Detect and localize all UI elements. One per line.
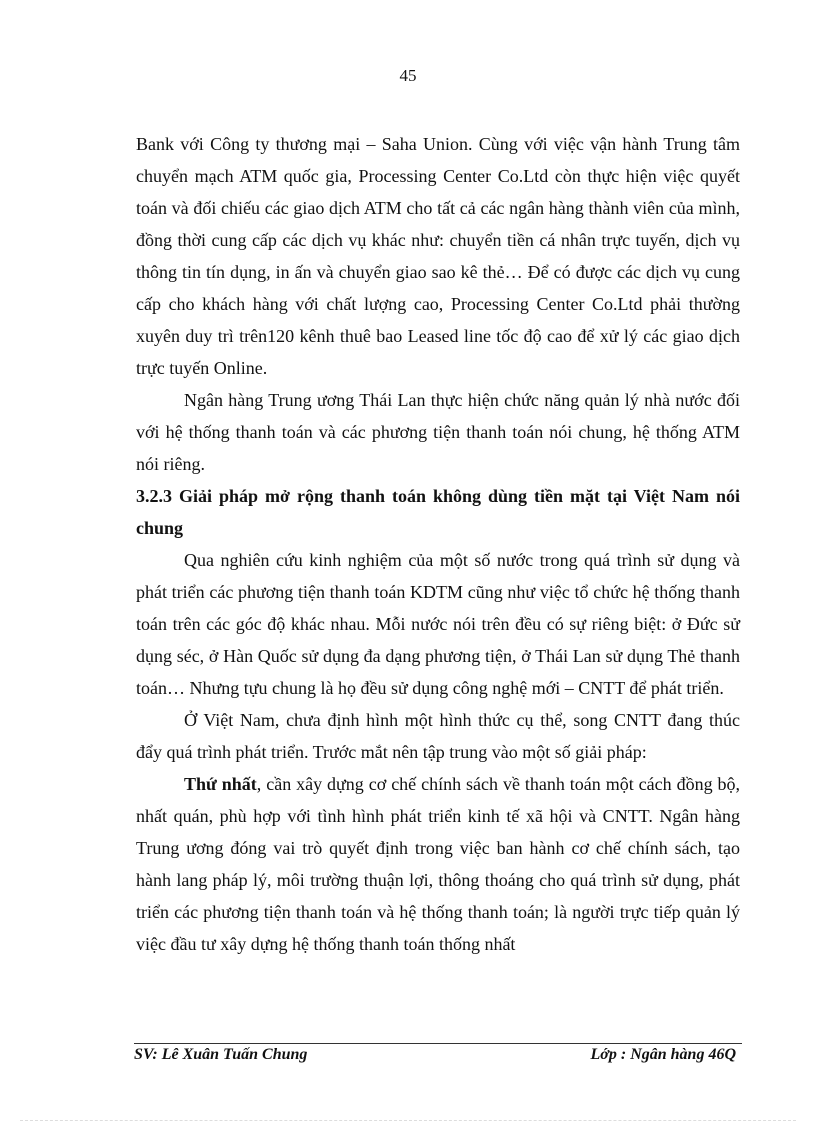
section-heading: 3.2.3 Giải pháp mở rộng thanh toán không dùng tiền mặt tại Việt Nam nói chung bbox=[136, 486, 740, 538]
page-edge-divider bbox=[20, 1120, 796, 1121]
paragraph-vietnam: Ở Việt Nam, chưa định hình một hình thức cụ thể, song CNTT đang thúc đẩy quá trình phát triển. Trước mắt nên tập trung vào một số giải pháp: bbox=[136, 710, 740, 762]
paragraph-research-experience: Qua nghiên cứu kinh nghiệm của một số nước trong quá trình sử dụng và phát triển các phương tiện thanh toán KDTM cũng như việc tổ chức hệ thống thanh toán trên các góc độ khác nhau. Mỗi nước nói trên đều có sự riêng biệt: ở Đức sử dụng séc, ở Hàn Quốc sử dụng đa dạng phương tiện, ở Thái Lan sử dụng Thẻ thanh toán… Nhưng tựu chung là họ đều sử dụng công nghệ mới – CNTT để phát triển. bbox=[136, 550, 740, 698]
first-solution-text: , cần xây dựng cơ chế chính sách về thanh toán một cách đồng bộ, nhất quán, phù hợp với tình hình phát triển kinh tế xã hội và CNTT. Ngân hàng Trung ương đóng vai trò quyết định trong việc ban hành cơ chế chính sách, tạo hành lang pháp lý, môi trường thuận lợi, thông thoáng cho quá trình sử dụng, phát triển các phương tiện thanh toán và hệ thống thanh toán; là người trực tiếp quản lý việc đầu tư xây dựng hệ thống thanh toán thống nhất bbox=[136, 774, 741, 954]
footer-divider bbox=[134, 1043, 742, 1044]
paragraph-saha-union: Bank với Công ty thương mại – Saha Union. Cùng với việc vận hành Trung tâm chuyển mạch ATM quốc gia, Processing Center Co.Ltd còn thực hiện việc quyết toán và đối chiếu các giao dịch ATM cho tất cả các ngân hàng thành viên của mình, đồng thời cung cấp các dịch vụ khác như: chuyển tiền cá nhân trực tuyến, dịch vụ thông tin tín dụng, in ấn và chuyển giao sao kê thẻ… Để có được các dịch vụ cung cấp cho khách hàng với chất lượng cao, Processing Center Co.Ltd phải thường xuyên duy trì trên120 kênh thuê bao Leased line tốc độ cao để xử lý các giao dịch trực tuyến Online. bbox=[136, 134, 740, 378]
paragraph-first-solution bbox=[136, 768, 740, 960]
document-body bbox=[136, 128, 740, 960]
footer-class: Lớp : Ngân hàng 46Q bbox=[590, 1046, 736, 1063]
footer-student: SV: Lê Xuân Tuấn Chung bbox=[134, 1046, 308, 1063]
first-label: Thứ nhất bbox=[184, 774, 257, 794]
page-number: 45 bbox=[399, 66, 417, 85]
paragraph-thai-central-bank: Ngân hàng Trung ương Thái Lan thực hiện chức năng quản lý nhà nước đối với hệ thống thanh toán và các phương tiện thanh toán nói chung, hệ thống ATM nói riêng. bbox=[136, 390, 740, 474]
